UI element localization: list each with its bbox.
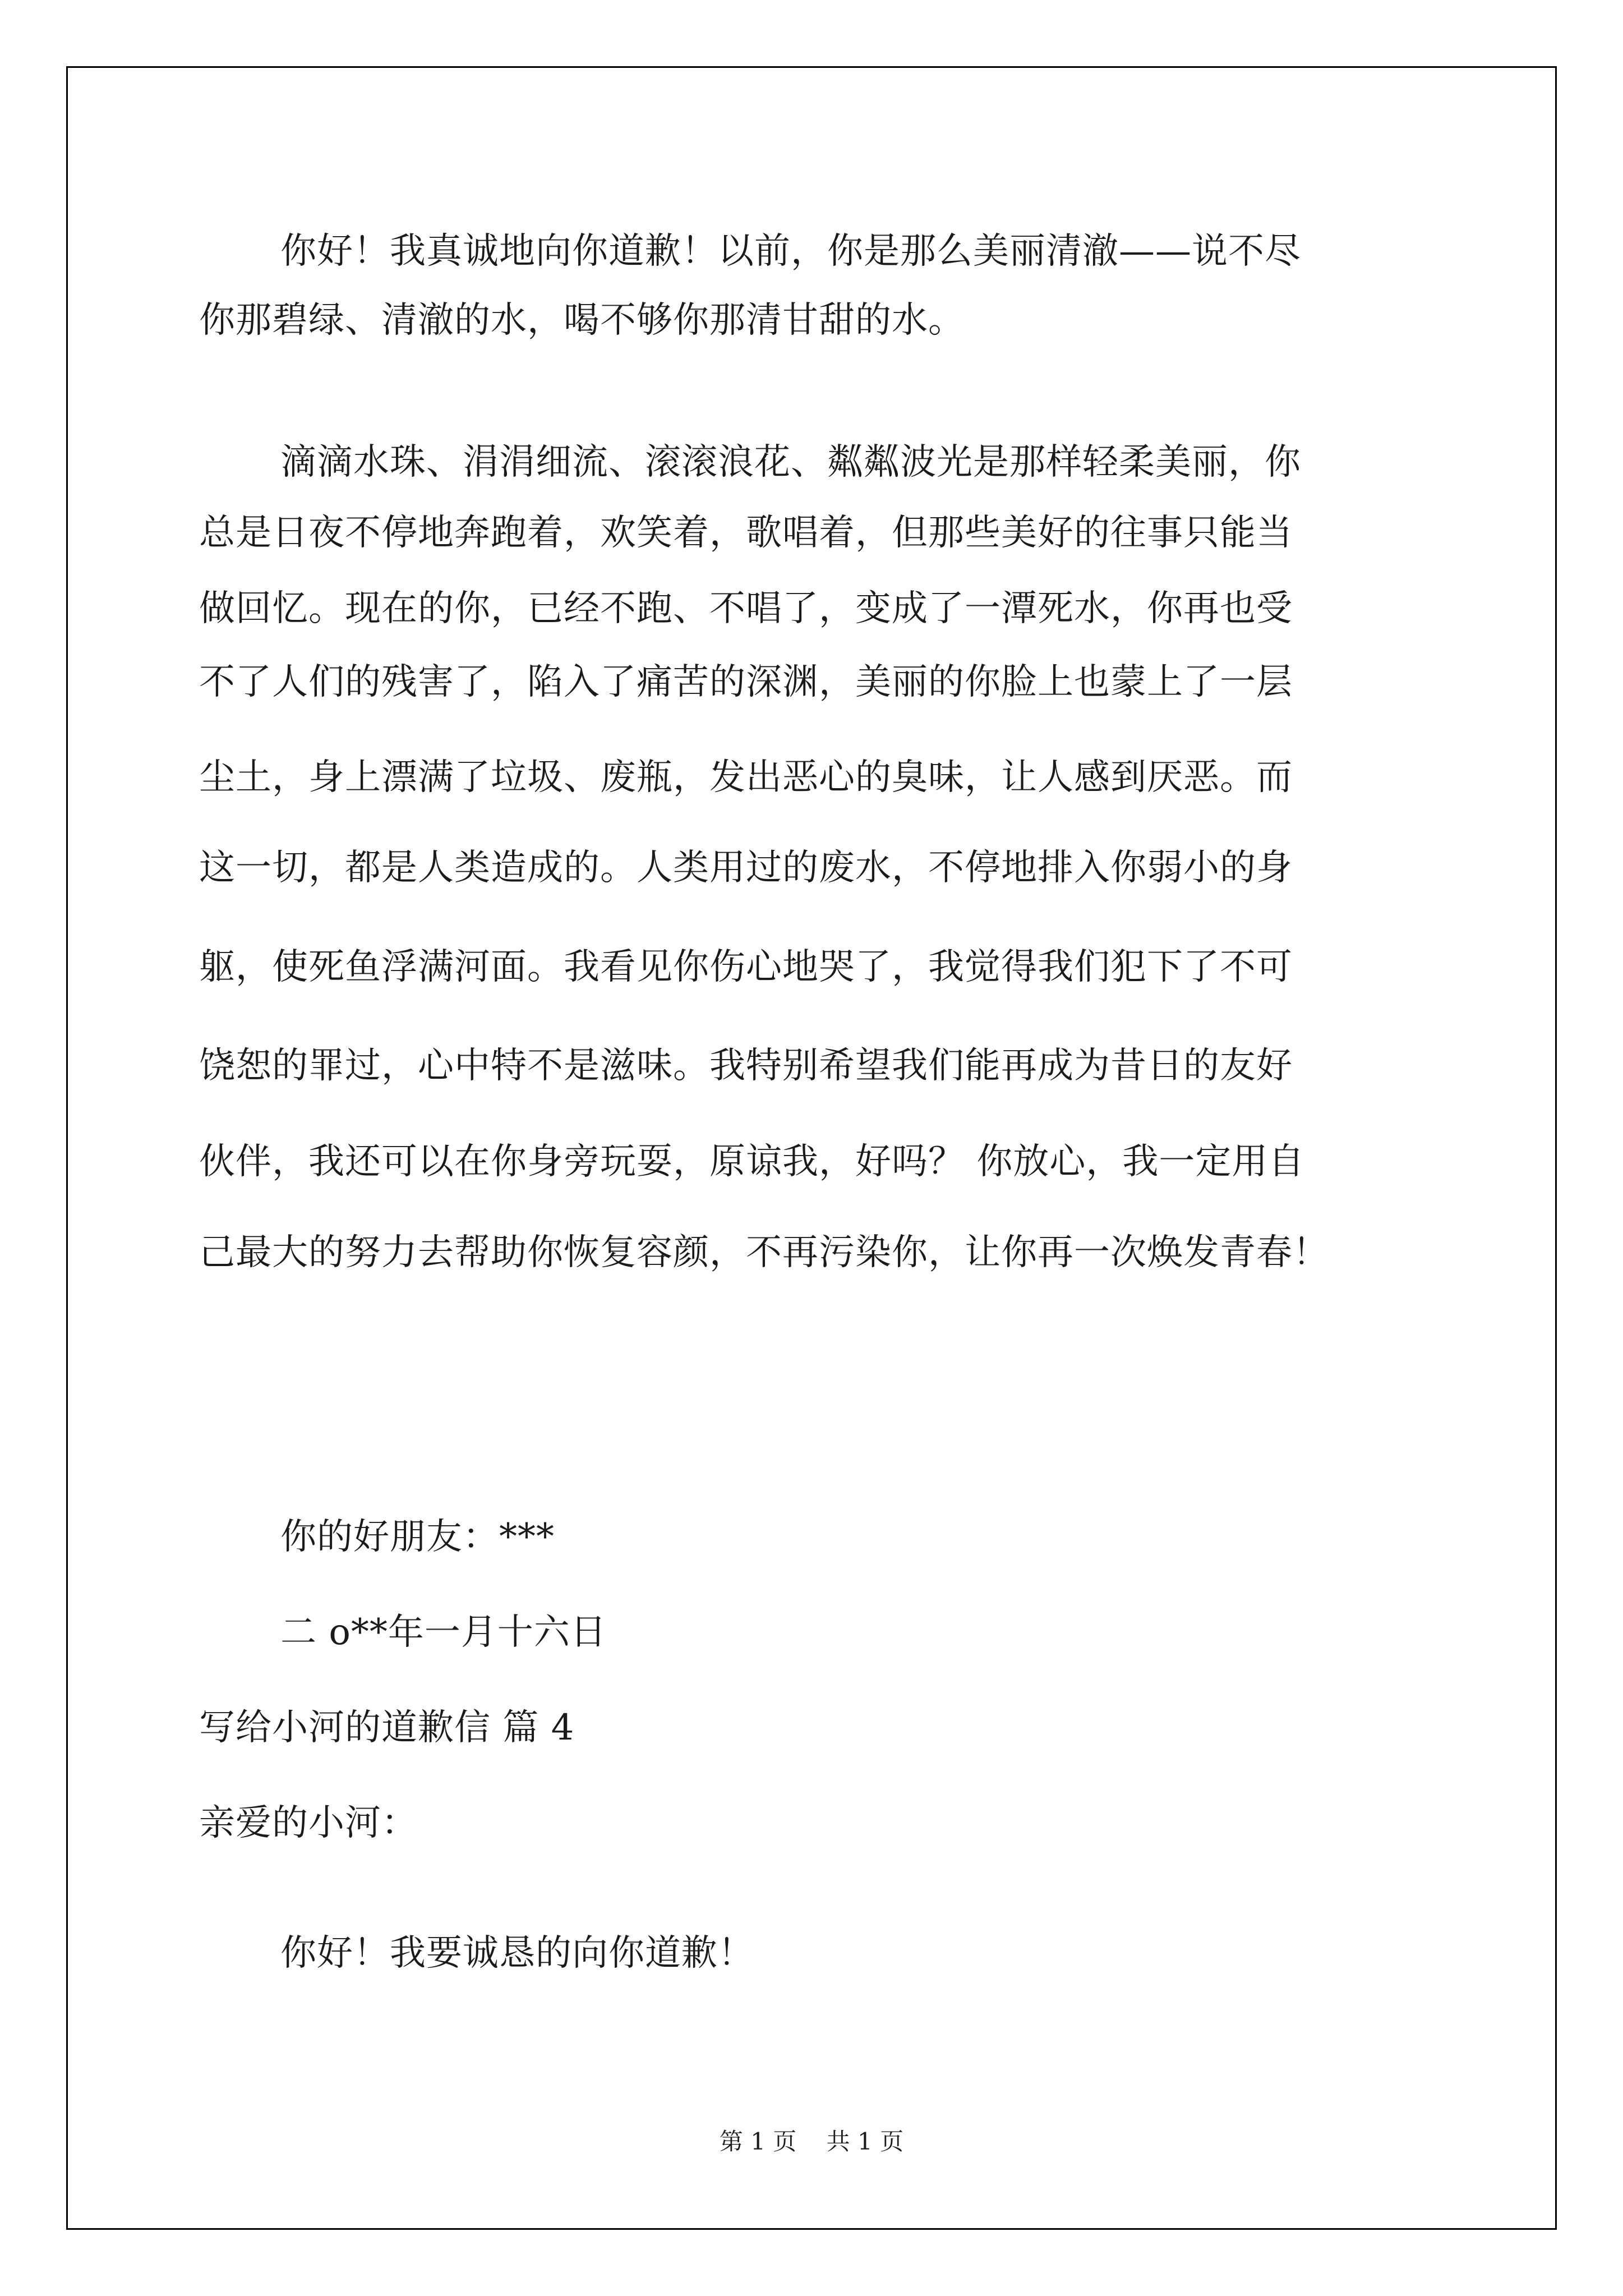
article-title: 写给小河的道歉信 篇 4 — [199, 1707, 575, 1749]
page-number: 第 1 页 — [719, 2128, 797, 2155]
paragraph-2-line-2: 总是日夜不停地奔跑着，欢笑着，歌唱着，但那些美好的往事只能当 — [199, 512, 1293, 554]
paragraph-2-line-4: 不了人们的残害了，陷入了痛苦的深渊，美丽的你脸上也蒙上了一层 — [199, 661, 1293, 703]
paragraph-2-line-7: 躯，使死鱼浮满河面。我看见你伤心地哭了，我觉得我们犯下了不可 — [199, 946, 1293, 988]
paragraph-2-line-9: 伙伴，我还可以在你身旁玩耍，原谅我，好吗？ 你放心，我一定用自 — [199, 1141, 1305, 1182]
paragraph-2-line-3: 做回忆。现在的你，已经不跑、不唱了，变成了一潭死水，你再也受 — [199, 588, 1293, 629]
paragraph-2-line-8: 饶恕的罪过，心中特不是滋味。我特别希望我们能再成为昔日的友好 — [199, 1045, 1293, 1087]
salutation: 亲爱的小河： — [199, 1802, 418, 1844]
paragraph-1-line-2: 你那碧绿、清澈的水，喝不够你那清甘甜的水。 — [199, 300, 965, 341]
page-footer — [0, 2125, 1623, 2159]
paragraph-1-line-1: 你好！我真诚地向你道歉！以前，你是那么美丽清澈——说不尽 — [280, 231, 1301, 272]
paragraph-2-line-1: 滴滴水珠、涓涓细流、滚滚浪花、粼粼波光是那样轻柔美丽，你 — [280, 441, 1301, 483]
date: 二 o**年一月十六日 — [280, 1612, 607, 1653]
signature: 你的好朋友：*** — [280, 1516, 555, 1558]
page-total: 共 1 页 — [826, 2128, 904, 2155]
paragraph-2-line-5: 尘土，身上漂满了垃圾、废瓶，发出恶心的臭味，让人感到厌恶。而 — [199, 757, 1293, 798]
paragraph-2-line-10: 己最大的努力去帮助你恢复容颜，不再污染你，让你再一次焕发青春！ — [199, 1232, 1329, 1273]
paragraph-2-line-6: 这一切，都是人类造成的。人类用过的废水，不停地排入你弱小的身 — [199, 847, 1293, 889]
next-article-paragraph-1: 你好！我要诚恳的向你道歉！ — [280, 1932, 754, 1974]
